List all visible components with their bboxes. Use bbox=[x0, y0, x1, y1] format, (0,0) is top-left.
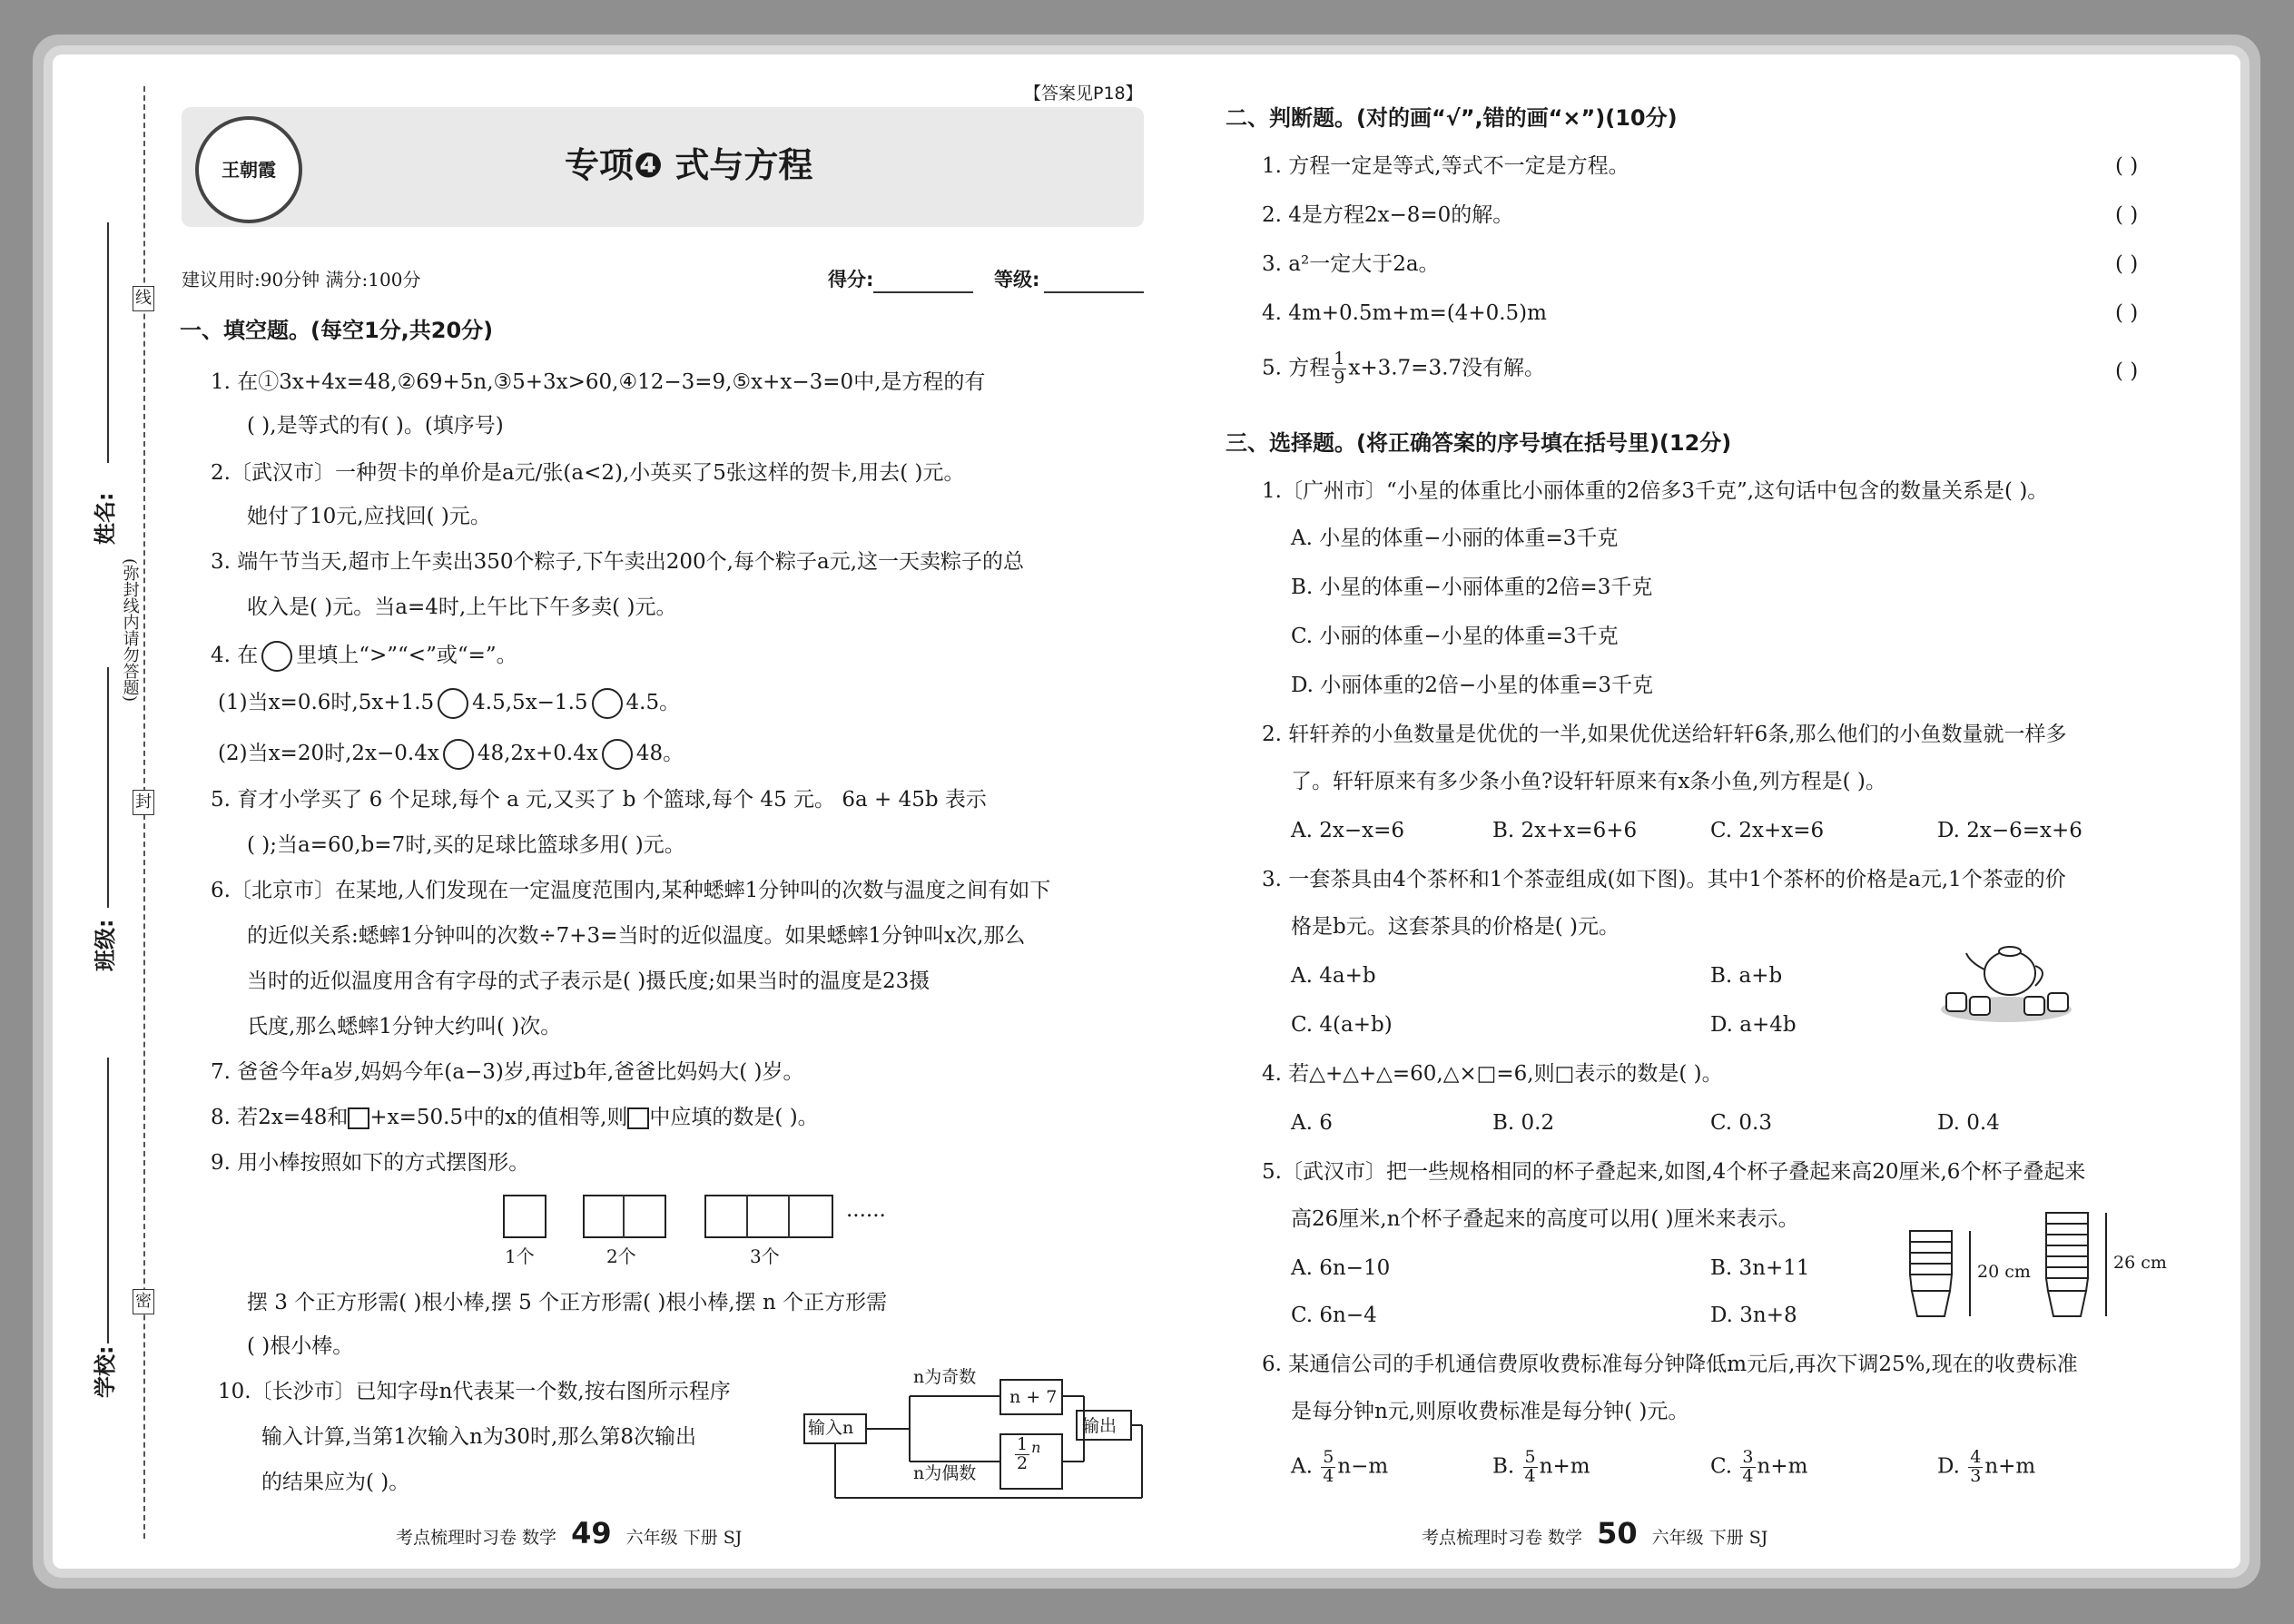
s3-q5-C[interactable]: C. 6n−4 bbox=[1291, 1304, 1377, 1327]
s2-answer-paren[interactable]: ( ) bbox=[2115, 252, 2139, 276]
s3-q6-D[interactable]: D. $\frac{4}{3}$ n+m bbox=[1937, 1447, 2036, 1486]
flow-odd-label: n为奇数 bbox=[913, 1367, 977, 1387]
s1-q5-line2: ( );当a=60,b=7时,买的足球比篮球多用( )元。 bbox=[247, 833, 685, 857]
s3-q3-line2: 格是b元。这套茶具的价格是( )元。 bbox=[1291, 915, 1620, 939]
s1-q9: 9. 用小棒按照如下的方式摆图形。 bbox=[211, 1151, 530, 1175]
s3-q1-B[interactable]: B. 小星的体重−小丽体重的2倍=3千克 bbox=[1291, 576, 1653, 599]
figure-label-3: 3个 bbox=[750, 1245, 780, 1267]
flow-even-label: n为偶数 bbox=[913, 1463, 977, 1483]
s2-q3: 3. a²一定大于2a。 bbox=[1262, 252, 1440, 276]
figure-label-1: 1个 bbox=[505, 1245, 535, 1267]
s3-q4: 4. 若△+△+△=60,△×□=6,则□表示的数是( )。 bbox=[1262, 1062, 1723, 1086]
s3-q4-D[interactable]: D. 0.4 bbox=[1937, 1111, 2000, 1135]
cup-height-26: 26 cm bbox=[2113, 1253, 2167, 1273]
s2-q4: 4. 4m+0.5m+m=(4+0.5)m bbox=[1262, 301, 1547, 325]
s2-q2: 2. 4是方程2x−8=0的解。 bbox=[1262, 203, 1514, 227]
s1-q3-line1: 3. 端午节当天,超市上午卖出350个粽子,下午卖出200个,每个粽子a元,这一天卖粽子的总 bbox=[211, 550, 1025, 574]
s3-q2-B[interactable]: B. 2x+x=6+6 bbox=[1492, 819, 1638, 842]
s3-q5-A[interactable]: A. 6n−10 bbox=[1291, 1256, 1391, 1280]
s3-q1-C[interactable]: C. 小丽的体重−小星的体重=3千克 bbox=[1291, 625, 1619, 648]
page-title: 专项❹ 式与方程 bbox=[565, 145, 813, 185]
cup-height-20: 20 cm bbox=[1977, 1262, 2031, 1282]
figure-label-2: 2个 bbox=[606, 1245, 636, 1267]
s1-q4-2: (2)当x=20时,2x−0.4x 48,2x+0.4x 48。 bbox=[218, 739, 684, 770]
section1-title: 一、填空题。(每空1分,共20分) bbox=[180, 318, 494, 343]
time-info: 建议用时:90分钟 满分:100分 bbox=[182, 269, 421, 290]
footer-right: 考点梳理时习卷 数学 50 六年级 下册 SJ bbox=[1422, 1516, 1768, 1550]
s3-q2-A[interactable]: A. 2x−x=6 bbox=[1291, 819, 1404, 842]
seal-xian: 线 bbox=[133, 286, 154, 311]
grade-label: 等级: bbox=[994, 269, 1040, 290]
s1-q5-line1: 5. 育才小学买了 6 个足球,每个 a 元,又买了 b 个篮球,每个 45 元。 6a + 45b 表示 bbox=[211, 788, 987, 812]
circle-icon bbox=[261, 641, 292, 672]
class-underline bbox=[107, 667, 109, 908]
flow-output-label: 输出 bbox=[1082, 1416, 1117, 1436]
name-underline bbox=[107, 222, 109, 463]
s3-q2-C[interactable]: C. 2x+x=6 bbox=[1710, 819, 1825, 842]
flow-plus-label: n + 7 bbox=[1009, 1387, 1058, 1407]
section3-title: 三、选择题。(将正确答案的序号填在括号里)(12分) bbox=[1226, 430, 1732, 456]
s2-answer-paren[interactable]: ( ) bbox=[2115, 154, 2139, 178]
score-label: 得分: bbox=[828, 269, 874, 290]
s1-q10-line1: 10.〔长沙市〕已知字母n代表某一个数,按右图所示程序 bbox=[218, 1380, 731, 1403]
s3-q5-B[interactable]: B. 3n+11 bbox=[1710, 1256, 1810, 1280]
s3-q1-A[interactable]: A. 小星的体重−小丽的体重=3千克 bbox=[1291, 527, 1619, 550]
class-label: 班级: bbox=[93, 919, 118, 971]
s1-q9-line2: 摆 3 个正方形需( )根小棒,摆 5 个正方形需( )根小棒,摆 n 个正方形需 bbox=[247, 1291, 888, 1314]
seal-mi: 密 bbox=[133, 1289, 154, 1314]
s1-q7: 7. 爸爸今年a岁,妈妈今年(a−3)岁,再过b年,爸爸比妈妈大( )岁。 bbox=[211, 1060, 804, 1084]
figure-ellipsis: ...... bbox=[846, 1198, 886, 1222]
stick bbox=[623, 1195, 625, 1238]
s3-q1: 1.〔广州市〕“小星的体重比小丽体重的2倍多3千克”,这句话中包含的数量关系是( )。 bbox=[1262, 479, 2049, 503]
stick bbox=[746, 1195, 748, 1238]
s3-q2-line1: 2. 轩轩养的小鱼数量是优优的一半,如果优优送给轩轩6条,那么他们的小鱼数量就一样多 bbox=[1262, 723, 2067, 746]
name-label: 姓名: bbox=[93, 492, 118, 545]
s1-q4-1: (1)当x=0.6时,5x+1.5 4.5,5x−1.5 4.5。 bbox=[218, 688, 680, 719]
s1-q10-line2: 输入计算,当第1次输入n为30时,那么第8次输出 bbox=[261, 1425, 696, 1449]
s1-q10-line3: 的结果应为( )。 bbox=[261, 1471, 410, 1494]
square-figure-3 bbox=[704, 1195, 833, 1238]
section2-title: 二、判断题。(对的画“√”,错的画“×”)(10分) bbox=[1226, 105, 1678, 131]
s1-q6-line4: 氏度,那么蟋蟀1分钟大约叫( )次。 bbox=[247, 1015, 562, 1038]
s3-q3-line1: 3. 一套茶具由4个茶杯和1个茶壶组成(如下图)。其中1个茶杯的价格是a元,1个茶壶的价 bbox=[1262, 868, 2066, 891]
grade-blank[interactable] bbox=[1044, 291, 1144, 293]
footer-left: 考点梳理时习卷 数学 49 六年级 下册 SJ bbox=[396, 1516, 743, 1550]
tea-set-illustration bbox=[1934, 935, 2079, 1026]
s1-q1-line2: ( ),是等式的有( )。(填序号) bbox=[247, 414, 504, 438]
s3-q6-line1: 6. 某通信公司的手机通信费原收费标准每分钟降低m元后,再次下调25%,现在的收费标准 bbox=[1262, 1353, 2078, 1376]
s3-q4-C[interactable]: C. 0.3 bbox=[1710, 1111, 1772, 1135]
compare-circle-icon[interactable] bbox=[592, 688, 623, 719]
s3-q6-C[interactable]: C. $\frac{3}{4}$ n+m bbox=[1710, 1447, 1808, 1486]
compare-circle-icon[interactable] bbox=[602, 739, 633, 770]
answer-reference: 【答案见P18】 bbox=[1024, 84, 1143, 103]
compare-circle-icon[interactable] bbox=[438, 688, 468, 719]
s1-q1-line1: 1. 在①3x+4x=48,②69+5n,③5+3x>60,④12−3=9,⑤x+x−3=0中,是方程的有 bbox=[211, 370, 986, 394]
s3-q5-line1: 5.〔武汉市〕把一些规格相同的杯子叠起来,如图,4个杯子叠起来高20厘米,6个杯子叠起来 bbox=[1262, 1160, 2086, 1184]
s3-q2-D[interactable]: D. 2x−6=x+6 bbox=[1937, 819, 2082, 842]
s1-q6-line3: 当时的近似温度用含有字母的式子表示是( )摄氏度;如果当时的温度是23摄 bbox=[247, 969, 930, 993]
s3-q3-A[interactable]: A. 4a+b bbox=[1291, 964, 1376, 988]
s3-q3-C[interactable]: C. 4(a+b) bbox=[1291, 1013, 1393, 1037]
s3-q1-D[interactable]: D. 小丽体重的2倍−小星的体重=3千克 bbox=[1291, 674, 1654, 697]
seal-feng: 封 bbox=[133, 790, 154, 815]
square-figure-1 bbox=[503, 1195, 546, 1238]
s1-q2-line1: 2.〔武汉市〕一种贺卡的单价是a元/张(a<2),小英买了5张这样的贺卡,用去( )元。 bbox=[211, 461, 965, 485]
s3-q2-line2: 了。轩轩原来有多少条小鱼?设轩轩原来有x条小鱼,列方程是( )。 bbox=[1291, 770, 1886, 793]
stick bbox=[788, 1195, 790, 1238]
s3-q6-A[interactable]: A. $\frac{5}{4}$ n−m bbox=[1291, 1447, 1389, 1486]
s1-q9-line3: ( )根小棒。 bbox=[247, 1334, 354, 1358]
s3-q6-B[interactable]: B. $\frac{5}{4}$ n+m bbox=[1492, 1447, 1590, 1486]
s3-q6-line2: 是每分钟n元,则原收费标准是每分钟( )元。 bbox=[1291, 1400, 1689, 1423]
s1-q4: 4. 在 里填上“>”“<”或“=”。 bbox=[211, 641, 517, 672]
s3-q4-A[interactable]: A. 6 bbox=[1291, 1111, 1333, 1135]
s1-q6-line2: 的近似关系:蟋蟀1分钟叫的次数÷7+3=当时的近似温度。如果蟋蟀1分钟叫x次,那么 bbox=[247, 924, 1026, 948]
score-blank[interactable] bbox=[873, 291, 973, 293]
page-number-left: 49 bbox=[571, 1516, 612, 1550]
s3-q4-B[interactable]: B. 0.2 bbox=[1492, 1111, 1555, 1135]
flow-half-label: $\frac{1}{2}$ $^n$ bbox=[1017, 1434, 1041, 1473]
school-label: 学校: bbox=[93, 1345, 118, 1398]
s1-q8: 8. 若2x=48和 +x=50.5中的x的值相等,则 中应填的数是( )。 bbox=[211, 1106, 819, 1129]
s2-answer-paren[interactable]: ( ) bbox=[2115, 359, 2139, 383]
s3-q5-line2: 高26厘米,n个杯子叠起来的高度可以用( )厘米来表示。 bbox=[1291, 1207, 1799, 1231]
s3-q5-D[interactable]: D. 3n+8 bbox=[1710, 1304, 1797, 1327]
s1-q2-line2: 她付了10元,应找回( )元。 bbox=[247, 505, 491, 528]
flow-input-label: 输入n bbox=[808, 1418, 854, 1438]
s1-q6-line1: 6.〔北京市〕在某地,人们发现在一定温度范围内,某种蟋蟀1分钟叫的次数与温度之间有如下 bbox=[211, 879, 1051, 902]
box-icon bbox=[627, 1107, 649, 1129]
school-underline bbox=[107, 1058, 109, 1343]
s1-q3-line2: 收入是( )元。当a=4时,上午比下午多卖( )元。 bbox=[247, 595, 677, 619]
s3-q3-D[interactable]: D. a+4b bbox=[1710, 1013, 1797, 1037]
s2-answer-paren[interactable]: ( ) bbox=[2115, 301, 2139, 325]
square-figure-2 bbox=[583, 1195, 666, 1238]
logo: 王朝霞 bbox=[195, 116, 302, 223]
s2-q1: 1. 方程一定是等式,等式不一定是方程。 bbox=[1262, 154, 1629, 178]
compare-circle-icon[interactable] bbox=[443, 739, 474, 770]
box-icon bbox=[348, 1107, 369, 1129]
seal-notice: (弥封线内请勿答题) bbox=[120, 558, 140, 703]
page-number-right: 50 bbox=[1597, 1516, 1638, 1550]
s2-answer-paren[interactable]: ( ) bbox=[2115, 203, 2139, 227]
s3-q3-B[interactable]: B. a+b bbox=[1710, 964, 1783, 988]
s2-q5: 5. 方程 $\frac{1}{9}$ x+3.7=3.7没有解。 bbox=[1262, 349, 1546, 388]
